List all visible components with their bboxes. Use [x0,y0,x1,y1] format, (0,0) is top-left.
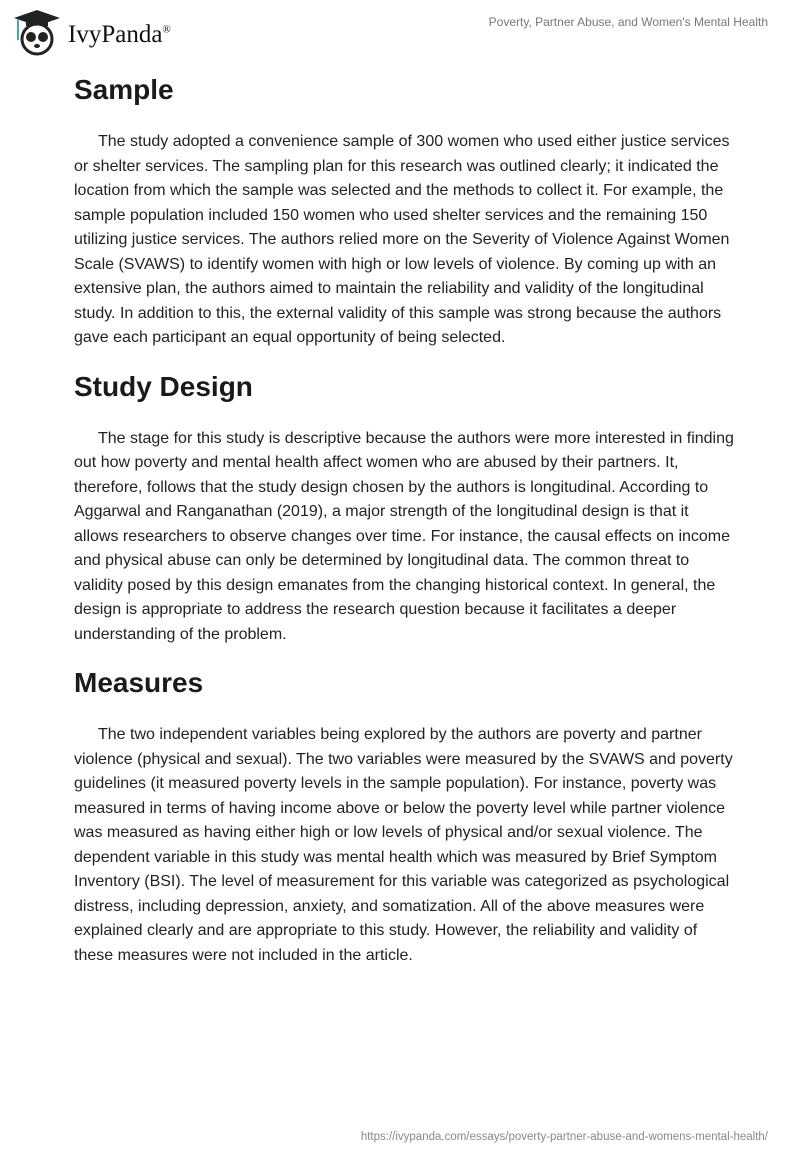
source-url[interactable]: https://ivypanda.com/essays/poverty-partner-abuse-and-womens-mental-health/ [360,1131,768,1143]
document-title: Poverty, Partner Abuse, and Women's Mental Health [488,15,768,29]
section-heading-sample: Sample [74,74,174,105]
ivypanda-logo[interactable] [12,8,171,56]
section-paragraph-sample: The study adopted a convenience sample of 300 women who used either justice services or shelter services. The sampling plan for this research was outlined clearly; it indicated the location from which the sample was selected and the methods to collect it. For example, the sample population included 150 women who used shelter services and the remaining 150 utilizing justice services. The authors relied more on the Severity of Violence Against Women Scale (SVAWS) to identify women with high or low levels of violence. By coming up with an extensive plan, the authors aimed to maintain the reliability and validity of the longitudinal study. In addition to this, the external validity of this sample was strong because the authors gave each participant an equal opportunity of being selected. [74,133,730,346]
section-heading-measures: Measures [74,667,204,698]
section-paragraph-study-design: The stage for this study is descriptive because the authors were more interested in finding out how poverty and mental health affect women who are abused by their partners. It, therefore, follows that the study design chosen by the authors is longitudinal. According to Aggarwal and Ranganathan (2019), a major strength of the longitudinal design is that it allows researchers to observe changes over time. For instance, the causal effects on income and physical abuse can only be determined by longitudinal data. The common threat to validity posed by this design emanates from the changing historical context. In general, the design is appropriate to address the research question because it facilitates a deeper understanding of the problem. [74,429,734,643]
section-paragraph-measures: The two independent variables being explored by the authors are poverty and partner violence (physical and sexual). The two variables were measured by the SVAWS and poverty guidelines (it measured poverty levels in the sample population). For instance, poverty was measured in terms of having income above or below the poverty level while partner violence was measured as having either high or low levels of physical and/or sexual violence. The dependent variable in this study was mental health which was measured by Brief Symptom Inventory (BSI). The level of measurement for this variable was categorized as psychological distress, including depression, anxiety, and somatization. All of the above measures were explained clearly and are appropriate to this study. However, the reliability and validity of these measures were not included in the article. [74,726,733,964]
panda-logo-icon [12,8,62,56]
essay-content [74,70,734,984]
logo-text: IvyPanda® [68,21,171,48]
section-heading-study-design: Study Design [74,370,253,402]
